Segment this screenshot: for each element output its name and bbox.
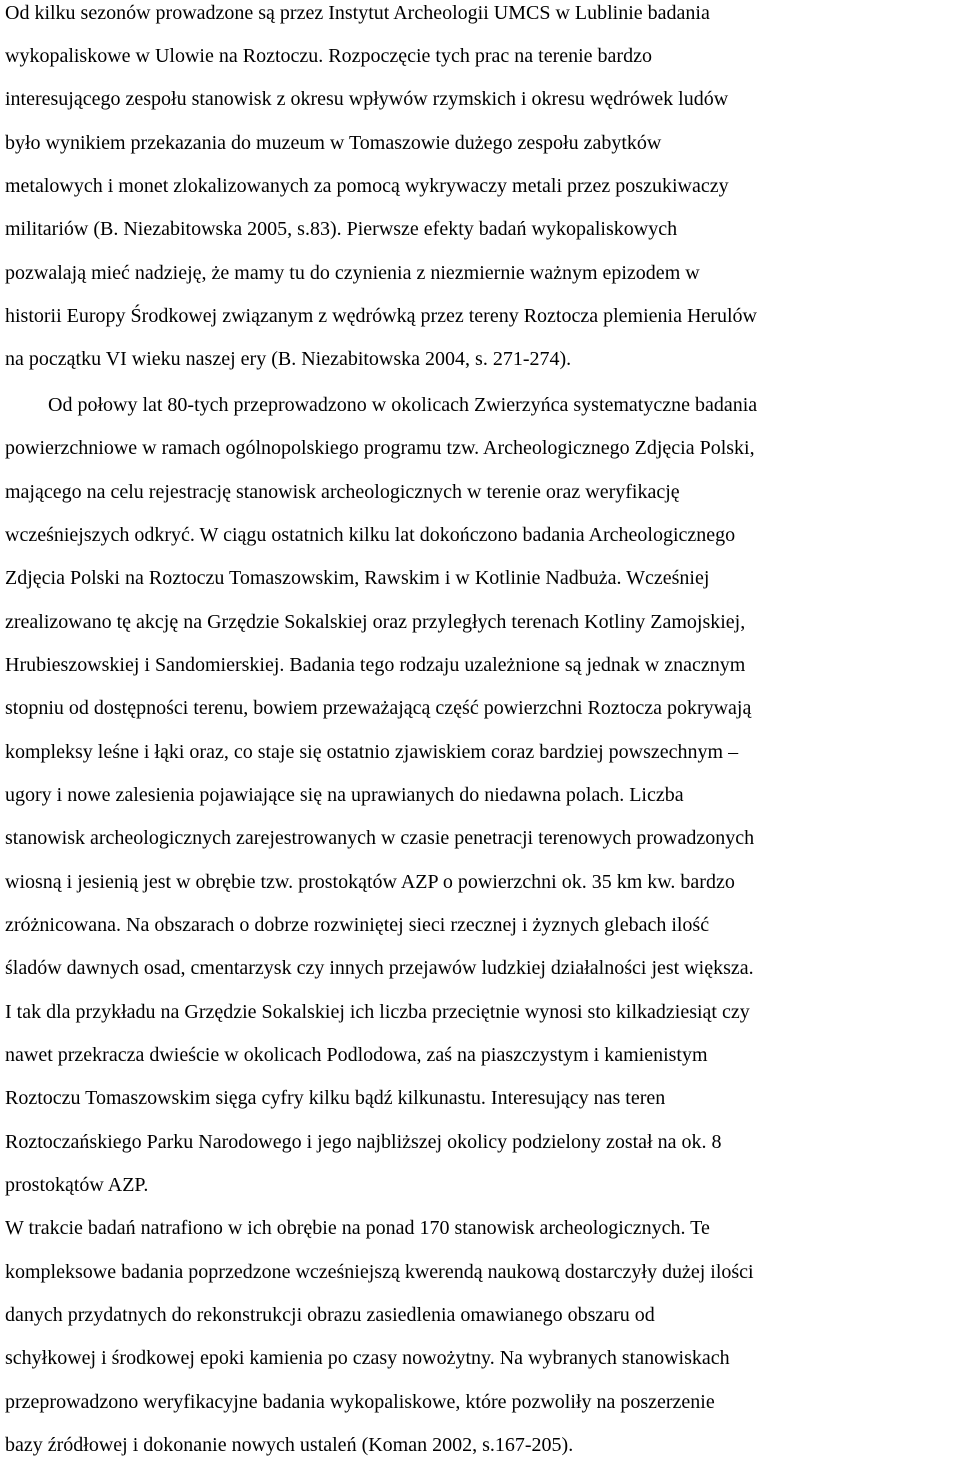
text-line: prostokątów AZP. (5, 1174, 149, 1196)
text-line: nawet przekracza dwieście w okolicach Podlodowa, zaś na piaszczystym i kamienistym (5, 1044, 708, 1066)
text-line: I tak dla przykładu na Grzędzie Sokalskiej ich liczba przeciętnie wynosi sto kilkadziesiąt czy (5, 1001, 750, 1023)
text-line: militariów (B. Niezabitowska 2005, s.83). Pierwsze efekty badań wykopaliskowych (5, 218, 678, 240)
text-line: bazy źródłowej i dokonanie nowych ustaleń (Koman 2002, s.167-205). (5, 1434, 574, 1456)
text-line: Od kilku sezonów prowadzone są przez Instytut Archeologii UMCS w Lublinie badania (5, 2, 710, 24)
text-line: stopniu od dostępności terenu, bowiem przeważającą część powierzchni Roztocza pokrywają (5, 697, 752, 719)
text-line: przeprowadzono weryfikacyjne badania wykopaliskowe, które pozwoliły na poszerzenie (5, 1391, 715, 1413)
text-line: Od połowy lat 80-tych przeprowadzono w okolicach Zwierzyńca systematyczne badania (48, 394, 758, 416)
text-line: mającego na celu rejestrację stanowisk archeologicznych w terenie oraz weryfikację (5, 481, 680, 503)
text-line: wykopaliskowe w Ulowie na Roztoczu. Rozpoczęcie tych prac na terenie bardzo (5, 45, 652, 67)
text-line: Roztoczańskiego Parku Narodowego i jego najbliższej okolicy podzielony został na ok. 8 (5, 1131, 722, 1153)
text-line: danych przydatnych do rekonstrukcji obrazu zasiedlenia omawianego obszaru od (5, 1304, 655, 1326)
text-line: powierzchniowe w ramach ogólnopolskiego programu tzw. Archeologicznego Zdjęcia Polski, (5, 437, 755, 459)
text-line: historii Europy Środkowej związanym z wędrówką przez tereny Roztocza plemienia Herulów (5, 305, 757, 327)
text-line: ugory i nowe zalesienia pojawiające się na uprawianych do niedawna polach. Liczba (5, 784, 684, 806)
text-line: kompleksy leśne i łąki oraz, co staje się ostatnio zjawiskiem coraz bardziej powszechnym – (5, 741, 739, 763)
text-line: wiosną i jesienią jest w obrębie tzw. prostokątów AZP o powierzchni ok. 35 km kw. bardzo (5, 871, 735, 893)
text-line: interesującego zespołu stanowisk z okresu wpływów rzymskich i okresu wędrówek ludów (5, 88, 729, 110)
text-line: schyłkowej i środkowej epoki kamienia po czasy nowożytny. Na wybranych stanowiskach (5, 1347, 730, 1369)
text-line: wcześniejszych odkryć. W ciągu ostatnich kilku lat dokończono badania Archeologicznego (5, 524, 736, 546)
text-line: zrealizowano tę akcję na Grzędzie Sokalskiej oraz przyległych terenach Kotliny Zamojskiej, (5, 611, 746, 633)
text-line: śladów dawnych osad, cmentarzysk czy innych przejawów ludzkiej działalności jest większa. (5, 957, 754, 979)
text-line: stanowisk archeologicznych zarejestrowanych w czasie penetracji terenowych prowadzonych (5, 827, 755, 849)
text-line: na początku VI wieku naszej ery (B. Niezabitowska 2004, s. 271-274). (5, 348, 572, 370)
text-line: Roztoczu Tomaszowskim sięga cyfry kilku bądź kilkunastu. Interesujący nas teren (5, 1087, 666, 1109)
text-line: W trakcie badań natrafiono w ich obrębie na ponad 170 stanowisk archeologicznych. Te (5, 1217, 710, 1239)
text-line: Zdjęcia Polski na Roztoczu Tomaszowskim, Rawskim i w Kotlinie Nadbuża. Wcześniej (5, 567, 710, 589)
text-line: Hrubieszowskiej i Sandomierskiej. Badania tego rodzaju uzależnione są jednak w znacznym (5, 654, 746, 676)
text-line: zróżnicowana. Na obszarach o dobrze rozwiniętej sieci rzecznej i żyznych glebach ilość (5, 914, 710, 936)
text-line: metalowych i monet zlokalizowanych za pomocą wykrywaczy metali przez poszukiwaczy (5, 175, 729, 197)
text-line: kompleksowe badania poprzedzone wcześniejszą kwerendą naukową dostarczyły dużej ilości (5, 1261, 754, 1283)
text-line: było wynikiem przekazania do muzeum w Tomaszowie dużego zespołu zabytków (5, 132, 662, 154)
text-line: pozwalają mieć nadzieję, że mamy tu do czynienia z niezmiernie ważnym epizodem w (5, 262, 700, 284)
